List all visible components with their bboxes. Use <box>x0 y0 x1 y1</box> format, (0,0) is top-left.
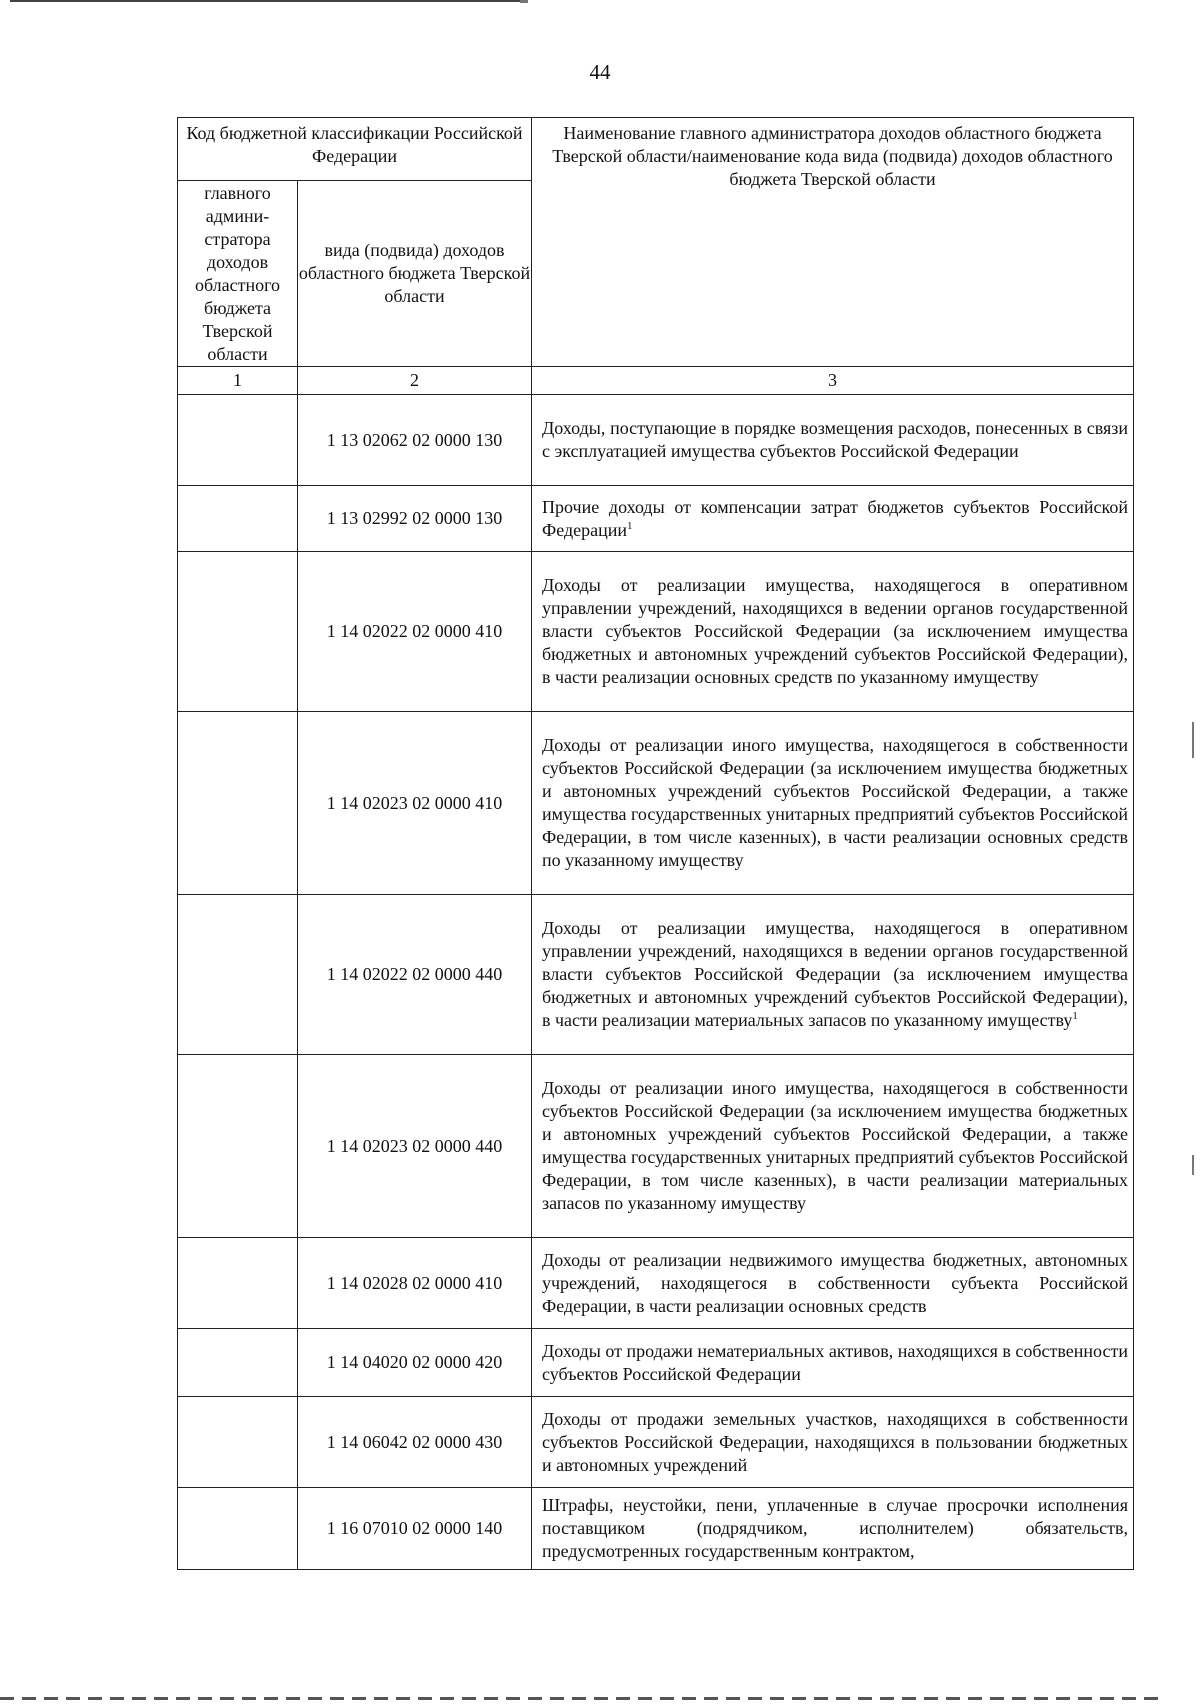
row-description-text: Доходы от реализации имущества, находящегося в оперативном управлении учреждений, находящихся в ведении органов государственной власти субъектов Российской Федерации (за исключением имущества бюджетных и автономных учреждений субъектов Российской Федерации), в части реализации основных средств по указанному имуществу <box>542 575 1128 687</box>
row-description <box>532 395 1134 486</box>
row-admin-cell <box>178 486 298 552</box>
table-row <box>178 1055 1134 1238</box>
row-description <box>532 486 1134 552</box>
table-row <box>178 1238 1134 1329</box>
row-admin-cell <box>178 1397 298 1488</box>
table-header-row <box>178 118 1134 181</box>
table-row <box>178 1397 1134 1488</box>
footnote-mark: 1 <box>627 519 633 532</box>
table-row <box>178 486 1134 552</box>
table-row <box>178 552 1134 712</box>
row-admin-cell <box>178 552 298 712</box>
page-number: 44 <box>589 60 611 84</box>
table-row <box>178 1329 1134 1397</box>
row-code: 1 14 02022 02 0000 410 <box>298 552 532 712</box>
row-description <box>532 1055 1134 1238</box>
scan-edge-bottom <box>0 1697 1160 1700</box>
row-code: 1 14 04020 02 0000 420 <box>298 1329 532 1397</box>
row-description-text: Доходы от продажи нематериальных активов, находящихся в собственности субъектов Российской Федерации <box>542 1340 1128 1384</box>
row-code: 1 14 02023 02 0000 440 <box>298 1055 532 1238</box>
row-description-text: Доходы, поступающие в порядке возмещения расходов, понесенных в связи с эксплуатацией имущества субъектов Российской Федерации <box>542 418 1128 461</box>
scan-edge-top-mark <box>520 0 528 3</box>
table-row <box>178 1488 1134 1570</box>
row-description-text: Доходы от реализации недвижимого имущества бюджетных, автономных учреждений, находящегося в собственности субъекта Российской Федерации, в части реализации основных средств <box>542 1249 1128 1316</box>
row-description-text: Штрафы, неустойки, пени, уплаченные в случае просрочки исполнения поставщиком (подрядчиком, исполнителем) обязательств, предусмотренных государственным контрактом, <box>542 1495 1128 1561</box>
scan-edge-top <box>10 0 520 2</box>
row-admin-cell <box>178 395 298 486</box>
row-admin-cell <box>178 712 298 895</box>
header-name-column: Наименование главного администратора доходов областного бюджета Тверской области/наименование кода вида (подвида) доходов областного бюджета Тверской области <box>532 118 1134 367</box>
row-description-text: Доходы от продажи земельных участков, находящихся в собственности субъектов Российской Федерации, находящихся в пользовании бюджетных и автономных учреждений <box>542 1408 1128 1475</box>
table-row <box>178 895 1134 1055</box>
row-code: 1 14 06042 02 0000 430 <box>298 1397 532 1488</box>
row-description <box>532 1329 1134 1397</box>
row-admin-cell <box>178 895 298 1055</box>
row-code: 1 14 02023 02 0000 410 <box>298 712 532 895</box>
row-description <box>532 1488 1134 1570</box>
row-description <box>532 895 1134 1055</box>
row-description-text: Прочие доходы от компенсации затрат бюджетов субъектов Российской Федерации <box>542 496 1128 540</box>
row-code: 1 13 02992 02 0000 130 <box>298 486 532 552</box>
row-description <box>532 552 1134 712</box>
row-admin-cell <box>178 1238 298 1329</box>
scan-edge-right-mark <box>1192 722 1194 758</box>
row-description <box>532 1238 1134 1329</box>
row-code: 1 16 07010 02 0000 140 <box>298 1488 532 1570</box>
header-admin-column: главного админи-стратора доходов областного бюджета Тверской области <box>178 181 298 367</box>
row-description-text: Доходы от реализации иного имущества, находящегося в собственности субъектов Российской Федерации (за исключением имущества бюджетных и автономных учреждений субъектов Российской Федерации, а также имущества государственных унитарных предприятий субъектов Российской Федерации, в том числе казенных), в части реализации материальных запасов по указанному имуществу <box>542 1078 1128 1213</box>
column-number: 3 <box>532 367 1134 395</box>
row-description <box>532 1397 1134 1488</box>
row-admin-cell <box>178 1055 298 1238</box>
column-numbers-row <box>178 367 1134 395</box>
column-number: 2 <box>298 367 532 395</box>
header-type-column: вида (подвида) доходов областного бюджета Тверской области <box>298 181 532 367</box>
table-row <box>178 395 1134 486</box>
scan-edge-right-mark <box>1192 1155 1194 1175</box>
row-code: 1 13 02062 02 0000 130 <box>298 395 532 486</box>
row-code: 1 14 02022 02 0000 440 <box>298 895 532 1055</box>
row-code: 1 14 02028 02 0000 410 <box>298 1238 532 1329</box>
table-row <box>178 712 1134 895</box>
footnote-mark: 1 <box>1072 1010 1078 1022</box>
column-number: 1 <box>178 367 298 395</box>
row-description-text: Доходы от реализации имущества, находящегося в оперативном управлении учреждений, находящихся в ведении органов государственной власти субъектов Российской Федерации (за исключением имущества бюджетных и автономных учреждений субъектов Российской Федерации), в части реализации материальных запасов по указанному имуществу <box>542 918 1128 1030</box>
row-description <box>532 712 1134 895</box>
revenue-classification-table <box>177 117 1134 1570</box>
header-kbk-group: Код бюджетной классификации Российской Федерации <box>178 118 532 181</box>
row-description-text: Доходы от реализации иного имущества, находящегося в собственности субъектов Российской Федерации (за исключением имущества бюджетных и автономных учреждений субъектов Российской Федерации, а также имущества государственных унитарных предприятий субъектов Российской Федерации, в том числе казенных), в части реализации основных средств по указанному имуществу <box>542 735 1128 870</box>
row-admin-cell <box>178 1329 298 1397</box>
row-admin-cell <box>178 1488 298 1570</box>
